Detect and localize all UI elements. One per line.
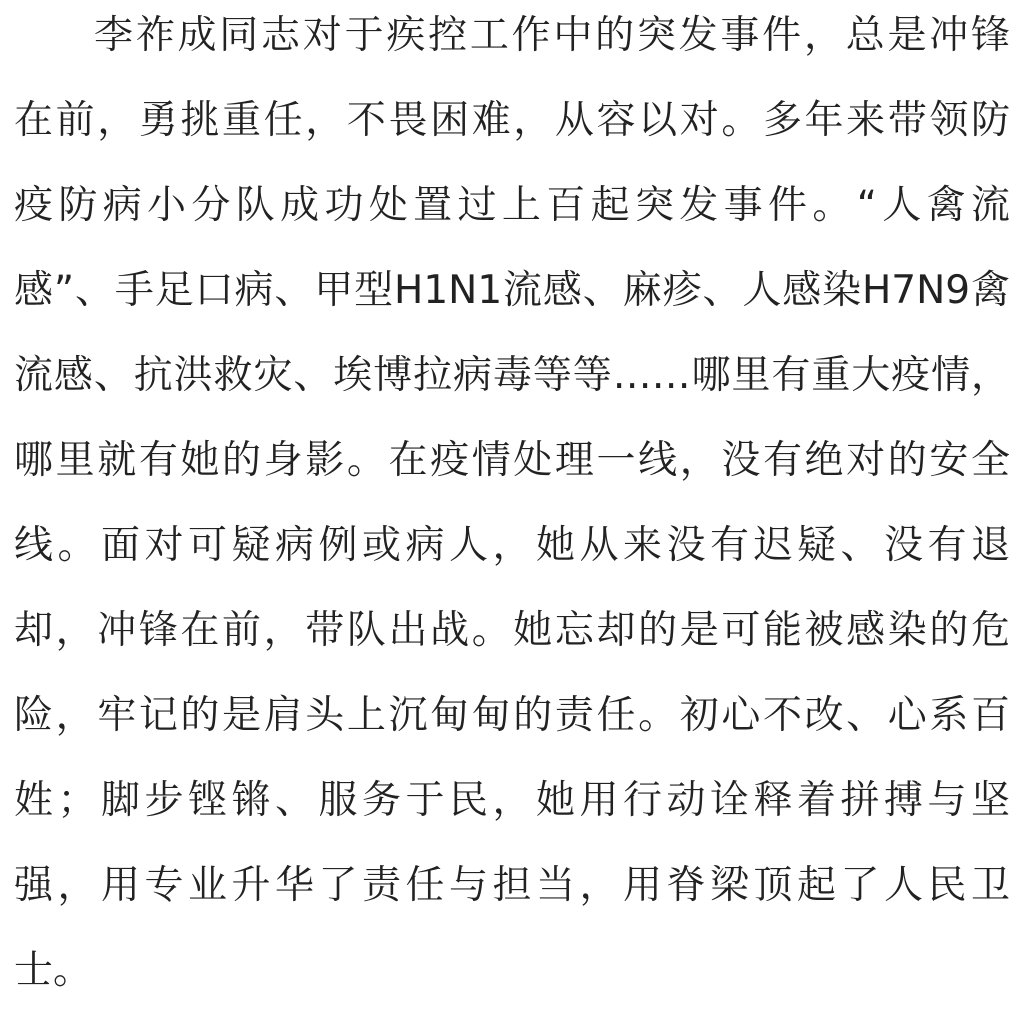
- paragraph-line: 流感、抗洪救灾、埃博拉病毒等等……哪里有重大疫情，: [14, 353, 1010, 398]
- paragraph-line: 姓；脚步铿锵、服务于民，她用行动诠释着拼搏与坚: [14, 778, 1010, 823]
- paragraph-line: 却，冲锋在前，带队出战。她忘却的是可能被感染的危: [14, 608, 1010, 653]
- paragraph-line: 感”、手足口病、甲型H1N1流感、麻疹、人感染H7N9禽: [14, 268, 1010, 313]
- paragraph-line: 李祚成同志对于疾控工作中的突发事件，总是冲锋: [94, 13, 1010, 58]
- paragraph-line: 在前，勇挑重任，不畏困难，从容以对。多年来带领防: [14, 98, 1010, 143]
- paragraph-line: 疫防病小分队成功处置过上百起突发事件。“人禽流: [14, 183, 1010, 228]
- paragraph-line: 士。: [14, 948, 93, 993]
- paragraph-line: 哪里就有她的身影。在疫情处理一线，没有绝对的安全: [14, 438, 1010, 483]
- paragraph-line: 险，牢记的是肩头上沉甸甸的责任。初心不改、心系百: [14, 693, 1010, 738]
- paragraph-line: 线。面对可疑病例或病人，她从来没有迟疑、没有退: [14, 523, 1010, 568]
- paragraph-line: 强，用专业升华了责任与担当，用脊梁顶起了人民卫: [14, 863, 1010, 908]
